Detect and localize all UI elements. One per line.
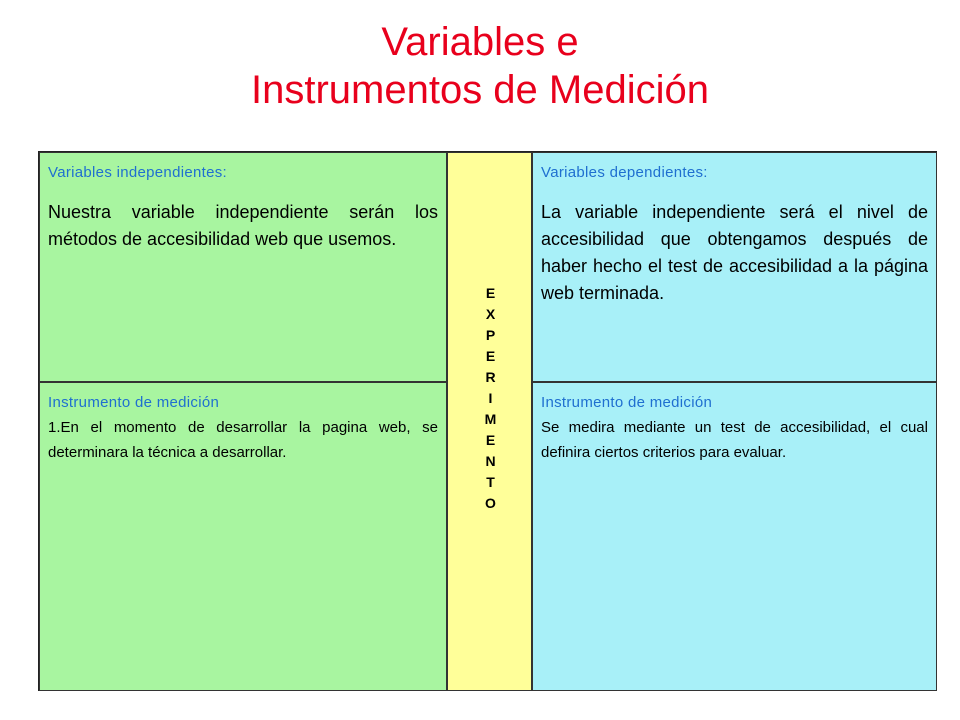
experiment-letter: T: [486, 474, 495, 490]
dependent-variables-cell: [532, 152, 937, 382]
experiment-letter: E: [485, 432, 496, 448]
experiment-letter: O: [485, 495, 496, 511]
variables-table: [38, 151, 937, 691]
experiment-letter: P: [485, 327, 496, 343]
slide-title: [0, 18, 960, 114]
experiment-column: [447, 152, 532, 691]
independent-variables-cell: [39, 152, 447, 382]
independent-variables-text: Nuestra variable independiente serán los métodos de accesibilidad web que usemos.: [48, 202, 438, 249]
dependent-variables-text: La variable independiente será el nivel de accesibilidad que obtengamos después de haber hecho el test de accesibilidad a la página web terminada.: [541, 202, 928, 303]
instrument-right-text: Se medira mediante un test de accesibilidad, el cual definira ciertos criterios para evaluar.: [541, 419, 928, 461]
experiment-vertical-label: [448, 283, 533, 514]
experiment-letter: X: [485, 306, 496, 322]
experiment-letter: E: [485, 348, 496, 364]
slide-title-line2: Instrumentos de Medición: [250, 68, 709, 112]
experiment-letter: R: [485, 369, 496, 385]
slide-title-line1: Variables e: [381, 20, 579, 64]
experiment-letter: I: [488, 390, 493, 406]
experiment-letter: M: [484, 411, 497, 427]
dependent-variables-heading: Variables dependientes:: [541, 164, 708, 181]
instrument-right-heading: Instrumento de medición: [541, 394, 713, 411]
experiment-letter: N: [485, 453, 496, 469]
instrument-left-cell: [39, 382, 447, 691]
independent-variables-heading: Variables independientes:: [48, 164, 228, 181]
instrument-left-heading: Instrumento de medición: [48, 394, 220, 411]
instrument-left-text: 1.En el momento de desarrollar la pagina web, se determinara la técnica a desarrollar.: [48, 419, 438, 461]
experiment-letter: E: [485, 285, 496, 301]
instrument-right-cell: [532, 382, 937, 691]
